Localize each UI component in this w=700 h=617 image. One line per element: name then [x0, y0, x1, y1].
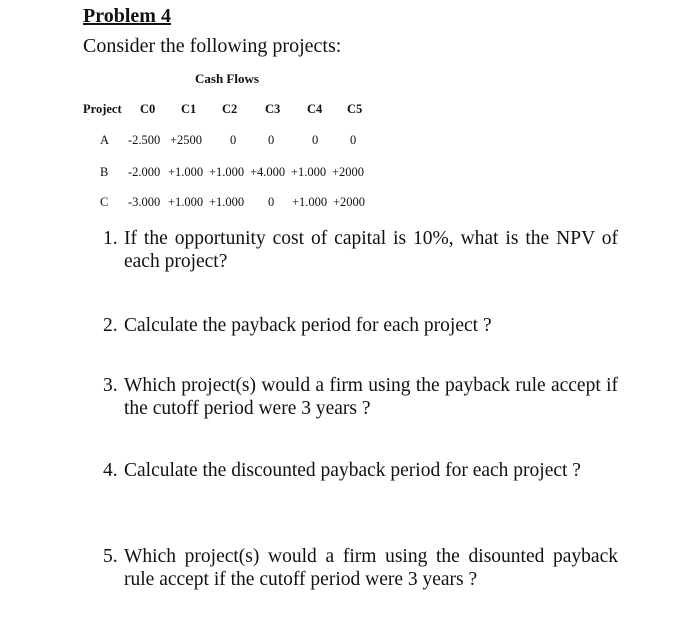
row-c-c5: +2000 — [333, 195, 366, 209]
row-a-project: A — [100, 133, 110, 147]
row-b-c2: +1.000 — [209, 165, 245, 179]
header-project: Project — [83, 102, 122, 116]
question-text: Which project(s) would a firm using the disounted payback rule accept if the cutoff period were 3 years ? — [124, 546, 618, 590]
question-text: If the opportunity cost of capital is 10%, what is the NPV of each project? — [124, 228, 618, 272]
row-a-c3: 0 — [268, 133, 275, 147]
question-3 — [103, 374, 618, 420]
header-c2: C2 — [222, 102, 238, 116]
question-text: Calculate the discounted payback period for each project ? — [124, 460, 581, 481]
row-c-c2: +1.000 — [209, 195, 245, 209]
question-number: 5. — [103, 546, 118, 567]
question-4 — [103, 459, 618, 482]
row-c-c4: +1.000 — [292, 195, 328, 209]
header-c4: C4 — [307, 102, 323, 116]
intro-text: Consider the following projects: — [83, 35, 342, 57]
row-b-c1: +1.000 — [168, 165, 204, 179]
question-2 — [103, 314, 618, 337]
header-c1: C1 — [181, 102, 197, 116]
header-c5: C5 — [347, 102, 363, 116]
header-c0: C0 — [140, 102, 156, 116]
row-b-c5: +2000 — [332, 165, 365, 179]
row-a-c0: -2.500 — [128, 133, 161, 147]
question-text: Which project(s) would a firm using the payback rule accept if the cutoff period were 3 years ? — [124, 375, 618, 419]
question-number: 2. — [103, 315, 118, 336]
question-number: 3. — [103, 375, 118, 396]
question-5 — [103, 545, 618, 591]
question-number: 4. — [103, 460, 118, 481]
row-a-c5: 0 — [350, 133, 357, 147]
row-c-c3: 0 — [268, 195, 275, 209]
row-a-c2: 0 — [230, 133, 237, 147]
row-a-c1: +2500 — [170, 133, 203, 147]
header-c3: C3 — [265, 102, 281, 116]
question-number: 1. — [103, 228, 118, 249]
row-c-c1: +1.000 — [168, 195, 204, 209]
row-b-c0: -2.000 — [128, 165, 161, 179]
row-b-project: B — [100, 165, 109, 179]
row-c-project: C — [100, 195, 109, 209]
row-b-c4: +1.000 — [291, 165, 327, 179]
cash-flows-heading: Cash Flows — [195, 71, 259, 86]
row-c-c0: -3.000 — [128, 195, 161, 209]
row-b-c3: +4.000 — [250, 165, 286, 179]
question-text: Calculate the payback period for each project ? — [124, 315, 492, 336]
question-1 — [103, 227, 618, 273]
row-a-c4: 0 — [312, 133, 319, 147]
problem-title: Problem 4 — [83, 5, 171, 27]
